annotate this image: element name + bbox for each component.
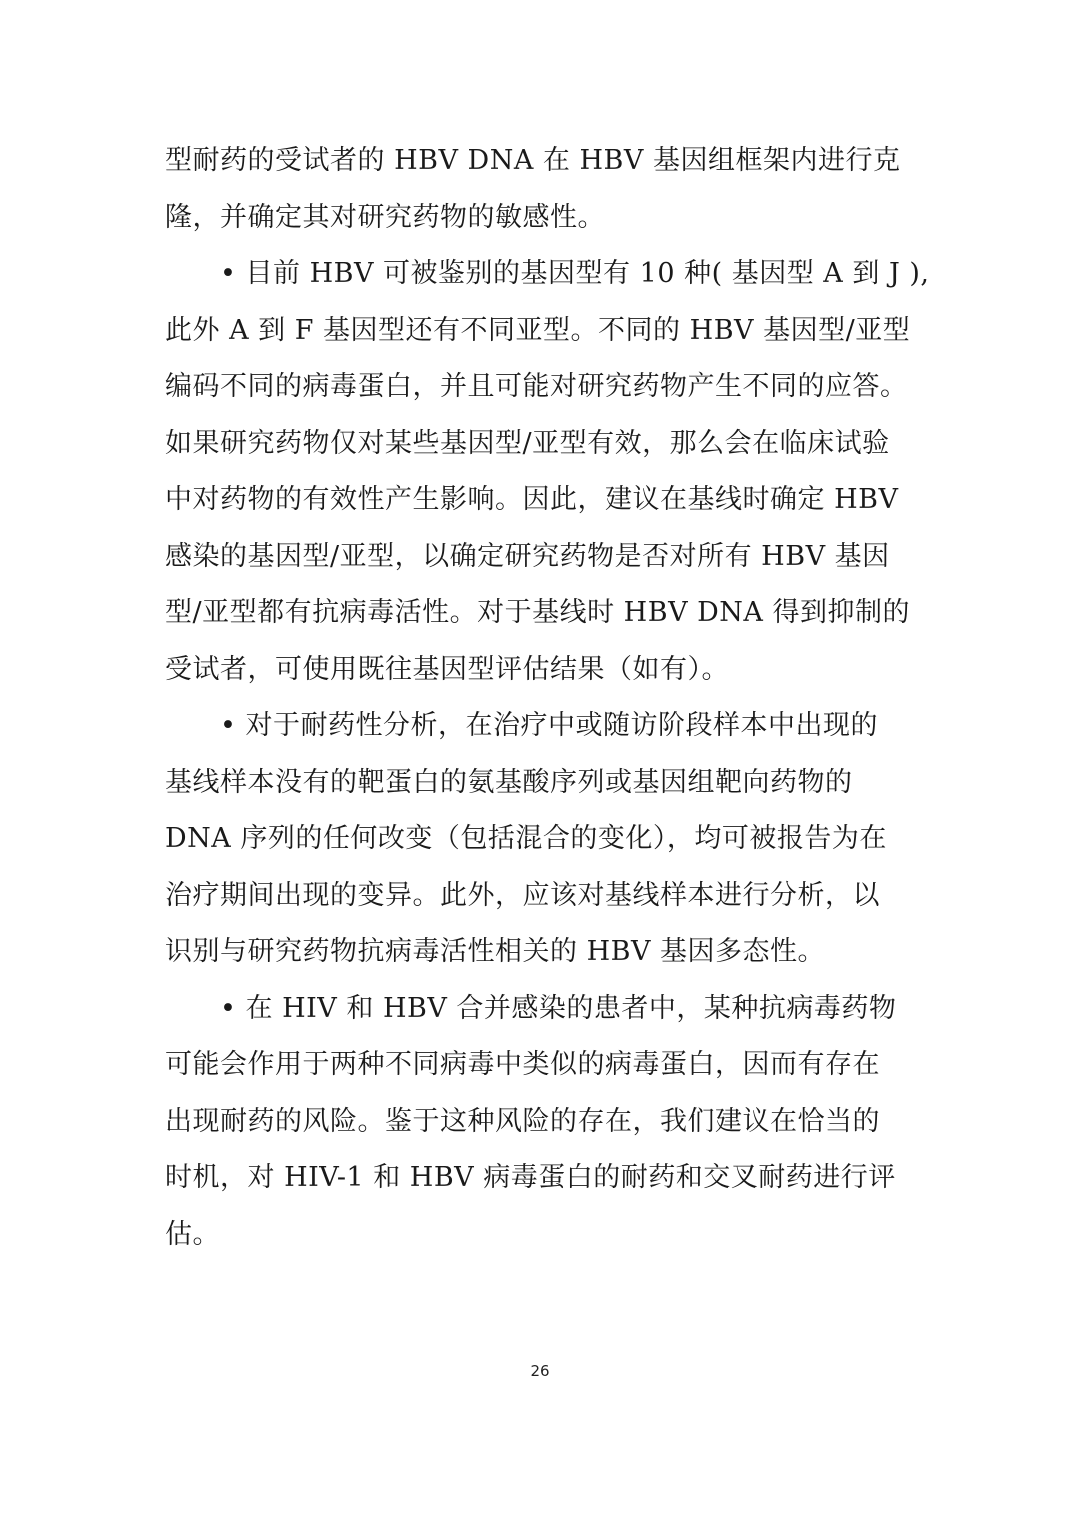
text-line: 估。 <box>165 1218 220 1250</box>
text-line: 型/亚型都有抗病毒活性。对于基线时 HBV DNA 得到抑制的 <box>165 597 910 628</box>
text-line: 识别与研究药物抗病毒活性相关的 HBV 基因多态性。 <box>165 936 826 967</box>
text-line: 基线样本没有的靶蛋白的氨基酸序列或基因组靶向药物的 <box>165 766 853 798</box>
page-number: 26 <box>530 1362 550 1380</box>
text-line: 隆，并确定其对研究药物的敏感性。 <box>165 201 605 233</box>
text-line: 时机，对 HIV-1 和 HBV 病毒蛋白的耐药和交叉耐药进行评 <box>165 1162 896 1193</box>
body-text <box>165 140 930 1270</box>
text-line: 感染的基因型/亚型，以确定研究药物是否对所有 HBV 基因 <box>165 540 890 572</box>
text-line: 可能会作用于两种不同病毒中类似的病毒蛋白，因而有存在 <box>165 1049 880 1080</box>
text-line: 治疗期间出现的变异。此外，应该对基线样本进行分析，以 <box>165 879 880 911</box>
text-line: 型耐药的受试者的 HBV DNA 在 HBV 基因组框架内进行克 <box>165 145 901 176</box>
text-line: • 在 HIV 和 HBV 合并感染的患者中，某种抗病毒药物 <box>220 992 897 1024</box>
text-line: 出现耐药的风险。鉴于这种风险的存在，我们建议在恰当的 <box>165 1105 880 1137</box>
text-line: DNA 序列的任何改变（包括混合的变化），均可被报告为在 <box>165 823 887 854</box>
text-line: 如果研究药物仅对某些基因型/亚型有效，那么会在临床试验 <box>165 427 890 459</box>
text-line: 此外 A 到 F 基因型还有不同亚型。不同的 HBV 基因型/亚型 <box>165 314 911 346</box>
text-line: 受试者，可使用既往基因型评估结果（如有）。 <box>165 653 729 685</box>
text-line: 编码不同的病毒蛋白，并且可能对研究药物产生不同的应答。 <box>165 371 908 402</box>
text-line: • 对于耐药性分析，在治疗中或随访阶段样本中出现的 <box>220 710 879 741</box>
text-line: 中对药物的有效性产生影响。因此，建议在基线时确定 HBV <box>165 484 899 515</box>
text-line: • 目前 HBV 可被鉴别的基因型有 10 种( 基因型 A 到 J ), <box>220 258 930 289</box>
